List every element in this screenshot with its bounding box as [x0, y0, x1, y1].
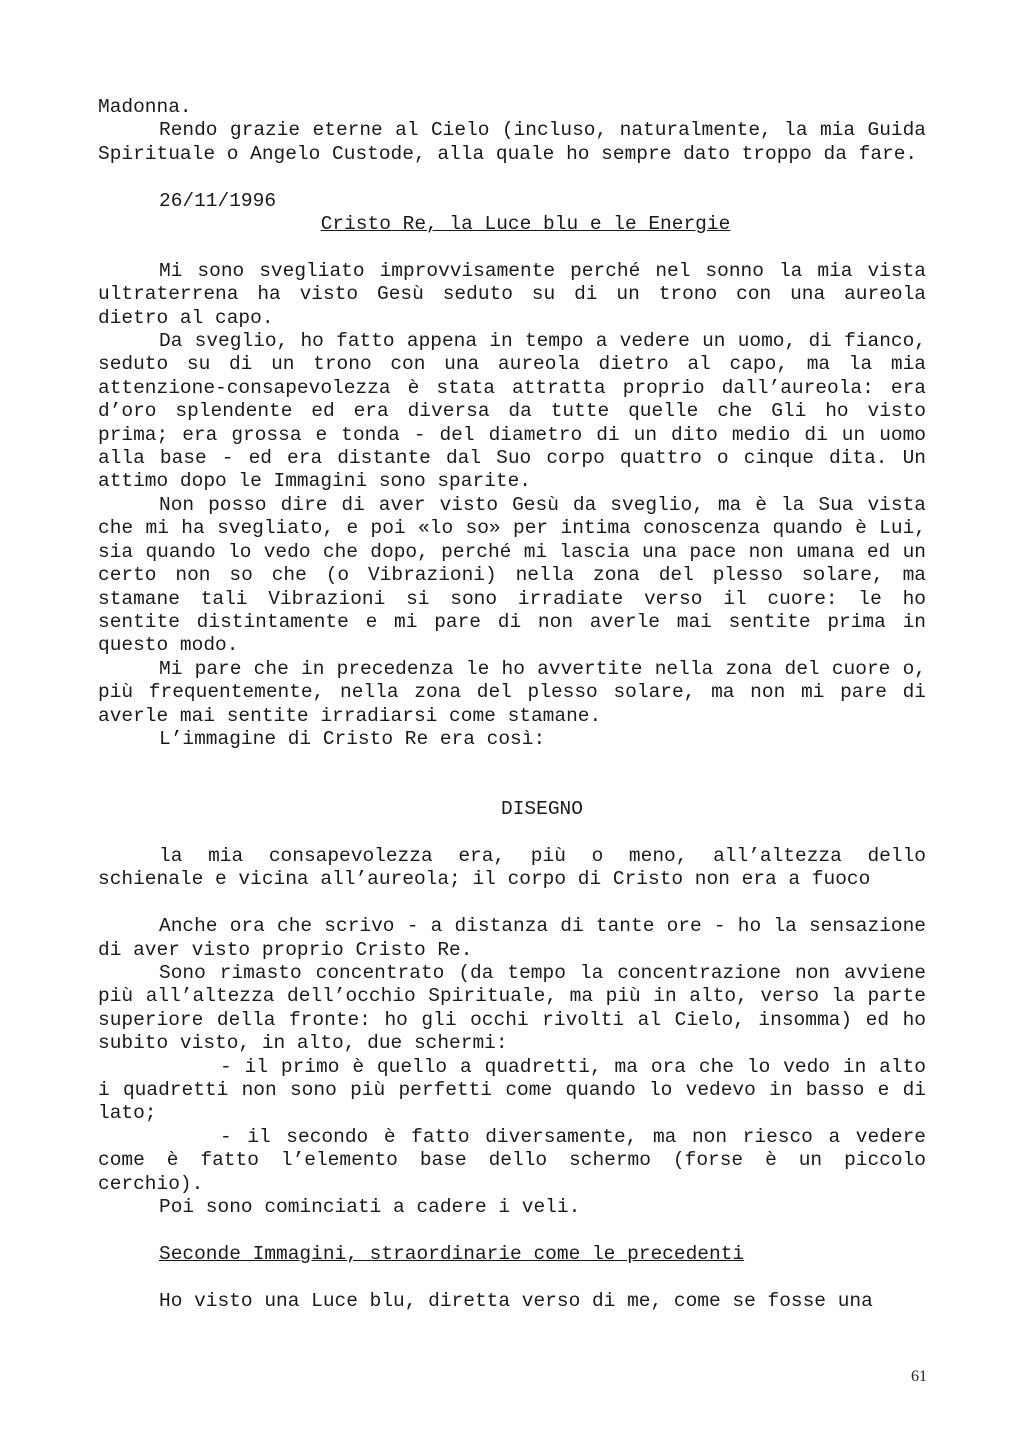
- section-title: Cristo Re, la Luce blu e le Energie: [320, 213, 731, 236]
- paragraph: Non posso dire di aver visto Gesù da sveglio, ma è la Sua vista che mi ha svegliato, e poi «lo so» per intima conoscenza quando è Lui, sia quando lo vedo che dopo, perché mi lascia una pace non umana ed un certo non so che (o Vibrazioni) nella zona del plesso solare, ma stamane tali Vibrazioni si sono irradiate verso il cuore: le ho sentite distintamente e mi pare di non averle mai sentite prima in questo modo.: [98, 493, 926, 657]
- paragraph: L’immagine di Cristo Re era così:: [159, 727, 546, 750]
- spacer: [98, 1266, 926, 1289]
- spacer: [98, 166, 926, 189]
- paragraph: Anche ora che scrivo - a distanza di tante ore - ho la sensazione di aver visto proprio Cristo Re.: [98, 915, 926, 961]
- section-subtitle: Seconde Immagini, straordinarie come le precedenti: [159, 1242, 745, 1265]
- paragraph: Sono rimasto concentrato (da tempo la concentrazione non avviene più all’altezza dell’occhio Spirituale, ma più in alto, verso la parte superiore della fronte: ho gli occhi rivolti al Cielo, insomma) ed ho subito visto, in alto, due schermi:: [98, 961, 926, 1055]
- paragraph: Mi pare che in precedenza le ho avvertite nella zona del cuore o, più frequentemente, nella zona del plesso solare, ma non mi pare di averle mai sentite irradiarsi come stamane.: [98, 657, 926, 727]
- paragraph: la mia consapevolezza era, più o meno, all’altezza dello schienale e vicina all’aureola; il corpo di Cristo non era a fuoco: [98, 844, 926, 891]
- paragraph: Madonna.: [98, 96, 192, 118]
- spacer: [98, 822, 926, 845]
- page-number: 61: [911, 1368, 927, 1385]
- spacer: [98, 236, 926, 259]
- paragraph: Mi sono svegliato improvvisamente perché nel sonno la mia vista ultraterrena ha visto Gesù seduto su di un trono con una aureola dietro al capo.: [98, 259, 926, 329]
- spacer: [98, 1219, 926, 1242]
- drawing-placeholder: DISEGNO: [501, 798, 583, 821]
- spacer: [98, 751, 926, 798]
- paragraph: Poi sono cominciati a cadere i veli.: [159, 1196, 581, 1219]
- document-body: [98, 96, 926, 1313]
- list-item: - il primo è quello a quadretti, ma ora che lo vedo in alto i quadretti non sono più perfetti come quando lo vedevo in basso e di lato;: [98, 1055, 926, 1125]
- entry-date: 26/11/1996: [159, 189, 277, 212]
- paragraph: Da sveglio, ho fatto appena in tempo a vedere un uomo, di fianco, seduto su di un trono con una aureola dietro al capo, ma la mia attenzione-consapevolezza è stata attratta proprio dall’aureola: era d’oro splendente ed era diversa da tutte quelle che Gli ho visto prima; era grossa e tonda - del diametro di un dito medio di un uomo alla base - ed era distante dal Suo corpo quattro o cinque dita. Un attimo dopo le Immagini sono sparite.: [98, 330, 926, 493]
- paragraph: Ho visto una Luce blu, diretta verso di me, come se fosse una: [159, 1289, 873, 1312]
- spacer: [98, 892, 926, 915]
- list-item: - il secondo è fatto diversamente, ma non riesco a vedere come è fatto l’elemento base dello schermo (forse è un piccolo cerchio).: [98, 1125, 926, 1195]
- paragraph: Rendo grazie eterne al Cielo (incluso, naturalmente, la mia Guida Spirituale o Angelo Custode, alla quale ho sempre dato troppo da fare.: [98, 119, 926, 165]
